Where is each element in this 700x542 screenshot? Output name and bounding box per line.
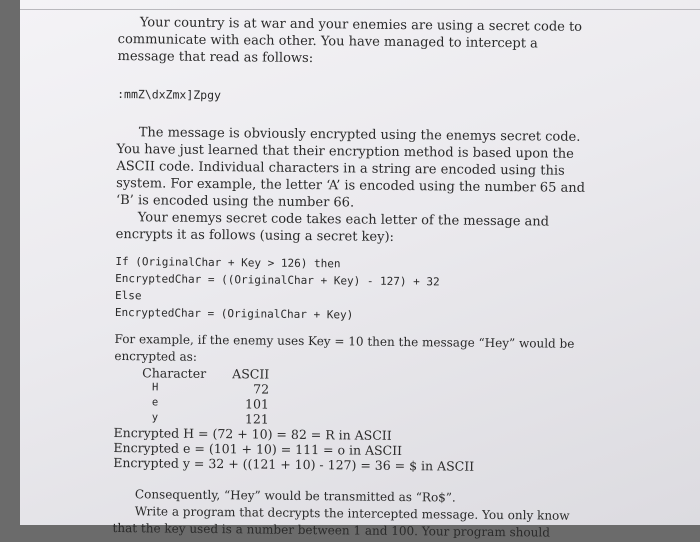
cipher-text: :mmZ\dxZmx]Zpgy bbox=[117, 86, 222, 103]
table-row bbox=[142, 380, 269, 396]
encrypted-line: Encrypted H = (72 + 10) = 82 = R in ASCII bbox=[113, 424, 392, 443]
encrypted-line: Encrypted y = 32 + ((121 + 10) - 127) = 36 = $ in ASCII bbox=[113, 454, 475, 474]
table-header: ASCII bbox=[232, 366, 270, 382]
table-header: Character bbox=[142, 365, 207, 381]
table-cell-char: e bbox=[151, 396, 159, 409]
table-row bbox=[142, 395, 269, 411]
code-line: EncryptedChar = (OriginalChar + Key) bbox=[114, 305, 354, 322]
example-paragraph: For example, if the enemy uses Key = 10 then the message “Hey” would be encrypted as: bbox=[114, 331, 575, 364]
code-line: Else bbox=[114, 288, 142, 303]
intro-paragraph: Your country is at war and your enemies are using a secret code to communicate with each other. You have managed to intercept a message that read as follows: bbox=[117, 15, 583, 67]
ascii-table bbox=[142, 365, 270, 426]
document-page bbox=[20, 0, 700, 540]
page-rule bbox=[20, 9, 700, 10]
page-content bbox=[113, 12, 588, 542]
table-cell-char: y bbox=[151, 411, 159, 424]
table-cell-char: H bbox=[152, 381, 159, 394]
pseudocode-block bbox=[115, 253, 586, 326]
write-program-paragraph: Write a program that decrypts the intercepted message. You only know that the key used is a number between 1 and 100. Your program should bbox=[112, 504, 570, 540]
table-cell-ascii: 101 bbox=[244, 396, 270, 412]
table-cell-ascii: 72 bbox=[253, 381, 270, 397]
code-line: If (OriginalChar + Key > 126) then bbox=[115, 254, 341, 271]
encrypted-line: Encrypted e = (101 + 10) = 111 = o in ASCII bbox=[113, 439, 403, 458]
table-header-row bbox=[142, 365, 269, 381]
encryption-paragraph: The message is obviously encrypted using the enemys secret code. You have just learned that their encryption method is based upon the ASCII code. Individual characters in a string are encoded using this system. For example, the letter ‘A’ is encoded using the number 65 and ‘B’ is encoded using the number 66. bbox=[115, 125, 586, 211]
table-cell-ascii: 121 bbox=[244, 411, 269, 427]
secret-code-paragraph: Your enemys secret code takes each letter of the message and encrypts it as follows (using a secret key): bbox=[115, 210, 550, 245]
table-row bbox=[142, 410, 269, 426]
consequently-paragraph: Consequently, “Hey” would be transmitted as “Ro$”. bbox=[134, 487, 456, 505]
code-line: EncryptedChar = ((OriginalChar + Key) - 127) + 32 bbox=[115, 271, 440, 289]
